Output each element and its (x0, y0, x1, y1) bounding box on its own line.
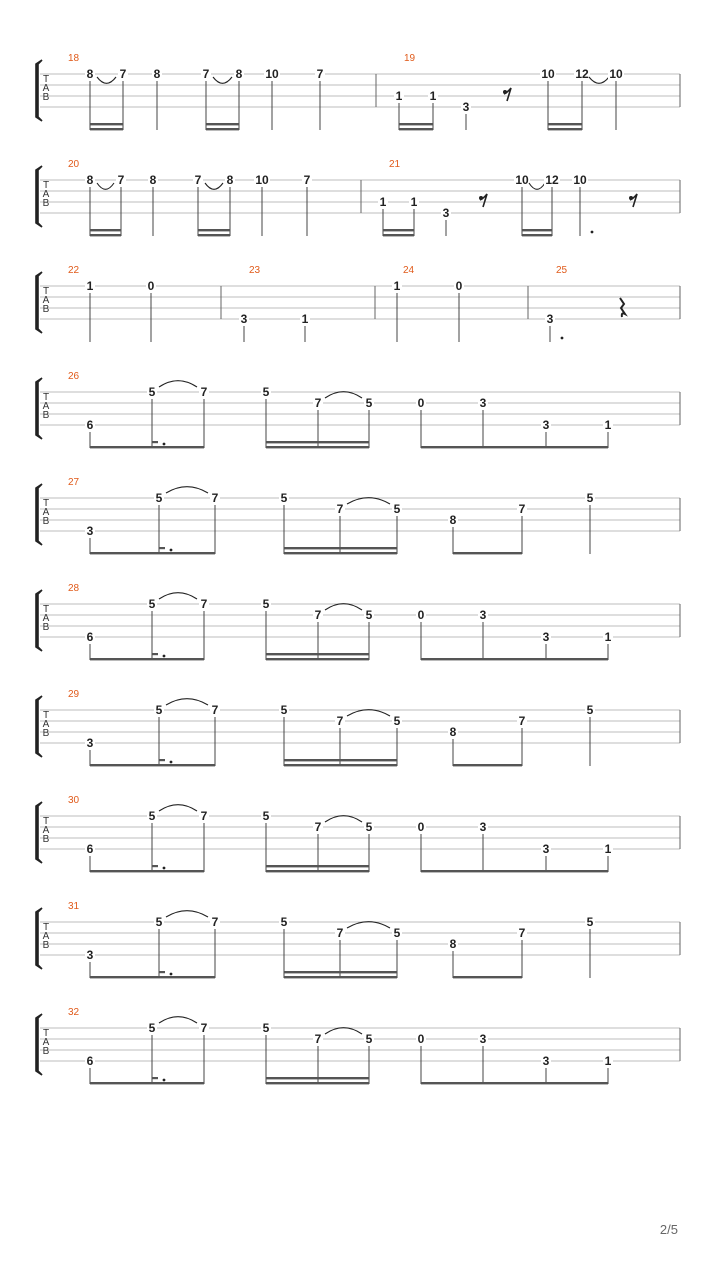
measure-number: 28 (68, 583, 80, 594)
tab-system (36, 53, 680, 130)
measure-number: 30 (68, 795, 80, 806)
beam (198, 234, 230, 236)
beam (421, 1082, 608, 1084)
fret-number: 7 (200, 597, 208, 611)
fret-number: 5 (262, 809, 270, 823)
fret-number: 5 (280, 915, 288, 929)
fret-number: 1 (86, 279, 94, 293)
tie-arc (97, 77, 116, 83)
tab-clef-letter: T (42, 286, 50, 297)
fret-number: 0 (417, 396, 425, 410)
rhythm-dot (163, 1079, 166, 1082)
measure-number: 22 (68, 265, 80, 276)
fret-number: 12 (575, 67, 589, 81)
fret-number: 5 (393, 714, 401, 728)
tab-clef-letter: T (42, 74, 50, 85)
beam (266, 653, 369, 655)
beam (548, 128, 582, 130)
fret-number: 7 (194, 173, 202, 187)
tab-clef-letter: B (42, 410, 50, 421)
fret-number: 7 (200, 809, 208, 823)
measure-number: 18 (68, 53, 80, 64)
rhythm-dot (163, 655, 166, 658)
fret-number: 3 (542, 418, 550, 432)
rhythm-dot (591, 231, 594, 234)
tie-arc (347, 498, 390, 504)
tie-arc (97, 183, 114, 189)
fret-number: 7 (303, 173, 311, 187)
fret-number: 0 (147, 279, 155, 293)
partial-beam (152, 865, 158, 867)
fret-number: 7 (200, 385, 208, 399)
beam (284, 764, 397, 766)
fret-number: 7 (518, 926, 526, 940)
eighth-rest (480, 194, 487, 207)
tab-system (36, 583, 680, 660)
fret-number: 5 (148, 809, 156, 823)
fret-number: 7 (336, 714, 344, 728)
beam (90, 234, 121, 236)
fret-number: 1 (393, 279, 401, 293)
fret-number: 1 (301, 312, 309, 326)
fret-number: 5 (148, 597, 156, 611)
partial-beam (159, 759, 165, 761)
fret-number: 0 (417, 1032, 425, 1046)
fret-number: 7 (314, 820, 322, 834)
beam (90, 446, 204, 448)
beam (90, 229, 121, 231)
fret-number: 3 (479, 820, 487, 834)
fret-number: 6 (86, 630, 94, 644)
tab-clef-letter: T (42, 180, 50, 191)
fret-number: 6 (86, 418, 94, 432)
tab-clef-letter: A (42, 931, 50, 942)
fret-number: 5 (148, 1021, 156, 1035)
system-bracket (36, 696, 42, 757)
tab-clef-letter: B (42, 940, 50, 951)
fret-number: 3 (542, 630, 550, 644)
fret-number: 5 (155, 915, 163, 929)
fret-number: 5 (365, 820, 373, 834)
tab-clef-letter: A (42, 295, 50, 306)
fret-number: 5 (393, 926, 401, 940)
tab-system (36, 901, 680, 978)
eighth-rest-dot (503, 90, 507, 94)
tab-clef-letter: T (42, 392, 50, 403)
beam (206, 123, 239, 125)
tie-arc (213, 77, 232, 83)
fret-number: 7 (314, 608, 322, 622)
fret-number: 7 (211, 703, 219, 717)
fret-number: 3 (240, 312, 248, 326)
rhythm-dot (170, 973, 173, 976)
tab-clef-letter: B (42, 304, 50, 315)
measure-number: 21 (389, 159, 401, 170)
system-bracket (36, 1014, 42, 1075)
tie-arc (166, 699, 208, 705)
beam (284, 759, 397, 761)
fret-number: 5 (262, 385, 270, 399)
fret-number: 0 (417, 820, 425, 834)
eighth-rest (630, 194, 637, 207)
tab-clef-letter: T (42, 922, 50, 933)
fret-number: 1 (379, 195, 387, 209)
fret-number: 5 (280, 491, 288, 505)
tie-arc (166, 911, 208, 917)
tie-arc (166, 487, 208, 493)
partial-beam (159, 547, 165, 549)
fret-number: 7 (314, 396, 322, 410)
beam (90, 658, 204, 660)
partial-beam (152, 1077, 158, 1079)
fret-number: 3 (479, 396, 487, 410)
beam (90, 870, 204, 872)
tab-clef-letter: B (42, 1046, 50, 1057)
partial-beam (152, 653, 158, 655)
fret-number: 7 (314, 1032, 322, 1046)
beam (548, 123, 582, 125)
partial-beam (152, 441, 158, 443)
tie-arc (589, 77, 609, 83)
beam (453, 764, 522, 766)
tie-arc (325, 816, 362, 822)
fret-number: 7 (200, 1021, 208, 1035)
tab-clef-letter: B (42, 92, 50, 103)
fret-number: 0 (417, 608, 425, 622)
fret-number: 8 (149, 173, 157, 187)
measure-number: 19 (404, 53, 416, 64)
beam (284, 547, 397, 549)
system-bracket (36, 378, 42, 439)
tab-clef-letter: T (42, 1028, 50, 1039)
fret-number: 3 (86, 736, 94, 750)
tie-arc (325, 604, 362, 610)
tie-arc (159, 593, 197, 599)
tab-clef-letter: A (42, 613, 50, 624)
beam (522, 234, 552, 236)
tab-clef-letter: B (42, 198, 50, 209)
beam (266, 658, 369, 660)
fret-number: 7 (202, 67, 210, 81)
fret-number: 7 (518, 502, 526, 516)
rhythm-dot (170, 761, 173, 764)
beam (284, 971, 397, 973)
measure-number: 27 (68, 477, 80, 488)
fret-number: 0 (455, 279, 463, 293)
fret-number: 3 (542, 1054, 550, 1068)
tab-system (36, 159, 680, 236)
tab-clef-letter: A (42, 825, 50, 836)
fret-number: 1 (604, 630, 612, 644)
beam (421, 446, 608, 448)
beam (90, 764, 215, 766)
fret-number: 5 (155, 703, 163, 717)
fret-number: 1 (604, 1054, 612, 1068)
measure-number: 24 (403, 265, 415, 276)
system-bracket (36, 272, 42, 333)
beam (383, 229, 414, 231)
fret-number: 3 (442, 206, 450, 220)
beam (266, 441, 369, 443)
fret-number: 10 (265, 67, 279, 81)
beam (453, 552, 522, 554)
rhythm-dot (170, 549, 173, 552)
measure-number: 20 (68, 159, 80, 170)
fret-number: 5 (155, 491, 163, 505)
tie-arc (347, 922, 390, 928)
fret-number: 5 (393, 502, 401, 516)
system-bracket (36, 60, 42, 121)
beam (284, 976, 397, 978)
fret-number: 7 (518, 714, 526, 728)
fret-number: 5 (586, 703, 594, 717)
fret-number: 10 (541, 67, 555, 81)
fret-number: 8 (226, 173, 234, 187)
page-number: 2/5 (659, 1222, 678, 1237)
fret-number: 7 (211, 915, 219, 929)
system-bracket (36, 484, 42, 545)
fret-number: 3 (542, 842, 550, 856)
partial-beam (159, 971, 165, 973)
beam (198, 229, 230, 231)
tab-clef-letter: T (42, 498, 50, 509)
fret-number: 6 (86, 842, 94, 856)
fret-number: 7 (336, 502, 344, 516)
tie-arc (159, 1017, 197, 1023)
tab-clef-letter: T (42, 816, 50, 827)
tab-clef-letter: A (42, 719, 50, 730)
fret-number: 12 (545, 173, 559, 187)
measure-number: 23 (249, 265, 261, 276)
tie-arc (159, 381, 197, 387)
measure-number: 26 (68, 371, 80, 382)
fret-number: 7 (316, 67, 324, 81)
tab-clef-letter: A (42, 401, 50, 412)
fret-number: 5 (365, 1032, 373, 1046)
tie-arc (325, 392, 362, 398)
fret-number: 3 (479, 608, 487, 622)
tie-arc (159, 805, 197, 811)
beam (266, 446, 369, 448)
beam (522, 229, 552, 231)
eighth-rest-dot (479, 196, 483, 200)
fret-number: 10 (255, 173, 269, 187)
tab-system (36, 689, 680, 766)
fret-number: 5 (148, 385, 156, 399)
beam (421, 870, 608, 872)
fret-number: 10 (573, 173, 587, 187)
tab-clef-letter: B (42, 622, 50, 633)
tab-system (36, 371, 680, 448)
measure-number: 31 (68, 901, 80, 912)
measure-number: 29 (68, 689, 80, 700)
fret-number: 8 (86, 67, 94, 81)
fret-number: 7 (117, 173, 125, 187)
system-bracket (36, 908, 42, 969)
beam (383, 234, 414, 236)
rhythm-dot (163, 443, 166, 446)
fret-number: 8 (449, 513, 457, 527)
fret-number: 1 (410, 195, 418, 209)
eighth-rest-dot (629, 196, 633, 200)
fret-number: 3 (546, 312, 554, 326)
tie-arc (205, 183, 223, 189)
fret-number: 3 (479, 1032, 487, 1046)
fret-number: 5 (365, 608, 373, 622)
eighth-rest (504, 88, 511, 101)
tie-arc (347, 710, 390, 716)
fret-number: 10 (515, 173, 529, 187)
beam (453, 976, 522, 978)
fret-number: 8 (449, 725, 457, 739)
fret-number: 7 (119, 67, 127, 81)
fret-number: 8 (235, 67, 243, 81)
beam (90, 976, 215, 978)
beam (266, 865, 369, 867)
fret-number: 1 (604, 418, 612, 432)
fret-number: 3 (86, 524, 94, 538)
system-bracket (36, 802, 42, 863)
beam (266, 870, 369, 872)
tab-clef-letter: B (42, 516, 50, 527)
beam (399, 128, 433, 130)
fret-number: 5 (586, 915, 594, 929)
system-bracket (36, 166, 42, 227)
tab-system (36, 795, 680, 872)
measure-number: 32 (68, 1007, 80, 1018)
fret-number: 3 (462, 100, 470, 114)
beam (421, 658, 608, 660)
fret-number: 8 (153, 67, 161, 81)
fret-number: 1 (429, 89, 437, 103)
tab-system (36, 1007, 680, 1084)
fret-number: 5 (262, 1021, 270, 1035)
fret-number: 8 (86, 173, 94, 187)
measure-number: 25 (556, 265, 568, 276)
beam (90, 552, 215, 554)
beam (90, 128, 123, 130)
tab-clef-letter: A (42, 189, 50, 200)
fret-number: 8 (449, 937, 457, 951)
rhythm-dot (163, 867, 166, 870)
tab-clef-letter: A (42, 507, 50, 518)
beam (90, 1082, 204, 1084)
beam (399, 123, 433, 125)
tab-system (36, 265, 680, 342)
fret-number: 5 (365, 396, 373, 410)
fret-number: 5 (262, 597, 270, 611)
rhythm-dot (561, 337, 564, 340)
fret-number: 10 (609, 67, 623, 81)
tab-clef-letter: T (42, 604, 50, 615)
tab-system (36, 477, 680, 554)
tab-clef-letter: A (42, 83, 50, 94)
beam (206, 128, 239, 130)
fret-number: 6 (86, 1054, 94, 1068)
tab-clef-letter: A (42, 1037, 50, 1048)
beam (284, 552, 397, 554)
fret-number: 1 (604, 842, 612, 856)
fret-number: 5 (586, 491, 594, 505)
fret-number: 5 (280, 703, 288, 717)
tab-clef-letter: B (42, 834, 50, 845)
beam (266, 1077, 369, 1079)
beam (90, 123, 123, 125)
tie-arc (529, 183, 545, 189)
tab-clef-letter: B (42, 728, 50, 739)
tie-arc (325, 1028, 362, 1034)
beam (266, 1082, 369, 1084)
fret-number: 7 (211, 491, 219, 505)
tab-clef-letter: T (42, 710, 50, 721)
fret-number: 3 (86, 948, 94, 962)
fret-number: 1 (395, 89, 403, 103)
fret-number: 7 (336, 926, 344, 940)
system-bracket (36, 590, 42, 651)
